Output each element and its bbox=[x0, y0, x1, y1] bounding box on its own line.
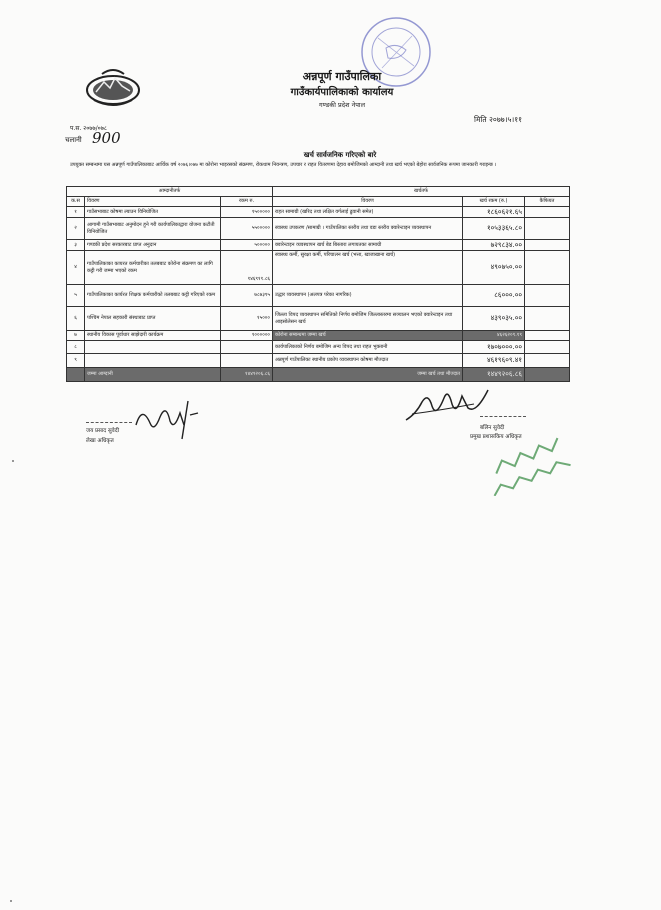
emblem-logo bbox=[84, 66, 142, 108]
table-total-row: जम्मा आम्दानी १४४९२०६.८६ जम्मा खर्च तथा मौज्दात १४४९२०६.८६ bbox=[67, 368, 570, 382]
expense-header: खर्चतर्फ bbox=[273, 187, 570, 197]
signature-left-name: जय प्रसाद सुवेदी bbox=[86, 428, 120, 434]
signature-left-block bbox=[86, 426, 119, 446]
table-row: ६ पश्चिम नेपाल सहकारी संस्थाबाट प्राप्त १५००० जिल्ला विपद व्यवस्थापन समितिको निर्णय बमोजिम जिल्लास्तरमा सञ्चालन भएको क्वारेन्टाइन तथा आइसोलेसन खर्च ४३९०३५.०० bbox=[67, 307, 570, 331]
fiscal-year: प.स. २०७७/०७८ bbox=[70, 125, 108, 132]
signature-right-name: बलिन सुवेदी bbox=[480, 425, 505, 431]
signature-left-line bbox=[86, 422, 132, 423]
table-row: ५ गाउँपालिकाका कार्यरत शिक्षक कर्मचारीको तलबबाट कट्टी गरिएको रकम ७८७३९५ उद्धार व्यवस्थापन (अलपत्र परेका नागरिक) ८६०००.०० bbox=[67, 285, 570, 307]
letter-date: मिति २०७७।५।११ bbox=[474, 115, 523, 124]
col-expense-amount: खर्च रकम (रु.) bbox=[463, 197, 525, 207]
table-row: २ आगामी गाउँसभाबाट अनुमोदन हुने गरी कार्यपालिकाद्वारा योजना कटौती विनियोजित ५५००००० स्वास्थ्य उपकरण /सामाग्री । गाउँपालिका स्तरीय तथा वडा स्तरीय क्वारेन्टाइन व्यवस्थापन १०५३३६५.८० bbox=[67, 218, 570, 240]
subject-line: खर्च सार्वजनिक गरिएको बारे bbox=[303, 151, 377, 159]
income-expense-table bbox=[66, 186, 569, 382]
name-stamp bbox=[476, 436, 586, 496]
chalani-label: चलानी bbox=[65, 136, 82, 144]
table-row: ९ अन्नपूर्ण गाउँपालिका स्थानीय प्रकोप व्यवस्थापन कोषमा मौज्दात ४६१९६०९.४१ bbox=[67, 354, 570, 368]
org-name: अन्नपूर्ण गाउँपालिका bbox=[302, 70, 382, 83]
col-remarks: कैफियत bbox=[525, 197, 570, 207]
signature-right-line bbox=[480, 416, 526, 417]
col-sn: क.स bbox=[67, 197, 85, 207]
col-income-desc: विवरण bbox=[85, 197, 221, 207]
chalani-number: 900 bbox=[92, 129, 121, 147]
income-header: आम्दानीतर्फ bbox=[67, 187, 273, 197]
signature-left bbox=[132, 395, 202, 445]
intro-paragraph: उपयुक्त सम्बन्धमा यस अन्नपूर्ण गाउँपालिकाबाट आर्थिक वर्ष २०७६।०७७ मा कोरोना भाइरसको संक्रमण, रोकथाम नियन्त्रण, उपचार र राहत वितरणमा देहाय बमोजिमको आम्दानी तथा खर्च भएको बेहोरा सार्वजनिक रूपमा जानकारी गराइन्छ । bbox=[70, 162, 497, 168]
province-name: गण्डकी प्रदेश नेपाल bbox=[319, 101, 365, 109]
scan-speck bbox=[10, 900, 12, 902]
table-row: १ गाउँसभाबाट कोषमा ल्याउन विनियोजित १५००००० राहत सामाग्री (खरिद तथा लक्षित वर्गलाई ढुवानी समेत) १८६०६२१.६५ bbox=[67, 207, 570, 218]
col-expense-desc: विवरण bbox=[273, 197, 463, 207]
table-row: ४ गाउँपालिकाका कायरत कर्मचारीका तलबबाट कोरोना संक्रमण का लागि कट्टी गरी जम्मा भएको रकम १४६९११.८६ स्वास्थ्य कर्मी, सुरक्षा कर्मी, परिचालन खर्च (भत्ता, खाजाखाना खर्च) ४९०७५०.०० bbox=[67, 251, 570, 285]
signature-right-title: प्रमुख प्रशासकिय अधिकृत bbox=[470, 434, 522, 440]
col-income-amount: रकम रु. bbox=[221, 197, 273, 207]
scan-speck bbox=[12, 460, 14, 462]
signature-right bbox=[402, 384, 492, 428]
table-row: ८ कार्यपालिकाको निर्णय बमोजिम अन्य विपद तथा राहत भुक्तानी १७०७०००.०० bbox=[67, 341, 570, 354]
table-row: ७ स्थानीय विकास पूर्वाधार साझेदारी कार्यक्रम १०००००० कोरोना सम्बन्धमा जम्मा खर्च ४६२६२०९.१९ bbox=[67, 331, 570, 341]
signature-left-title: लेखा अधिकृत bbox=[86, 438, 114, 444]
office-name: गाउँकार्यपालिकाको कार्यालय bbox=[290, 87, 394, 98]
table-row: ३ गण्डकी प्रदेश सरकारबाट प्राप्त अनुदान ५००००० क्वारेन्टाइन व्यवस्थापन खर्च बेड बिस्तारा लगायतका सामाग्री ७२९८३४.०० bbox=[67, 240, 570, 251]
